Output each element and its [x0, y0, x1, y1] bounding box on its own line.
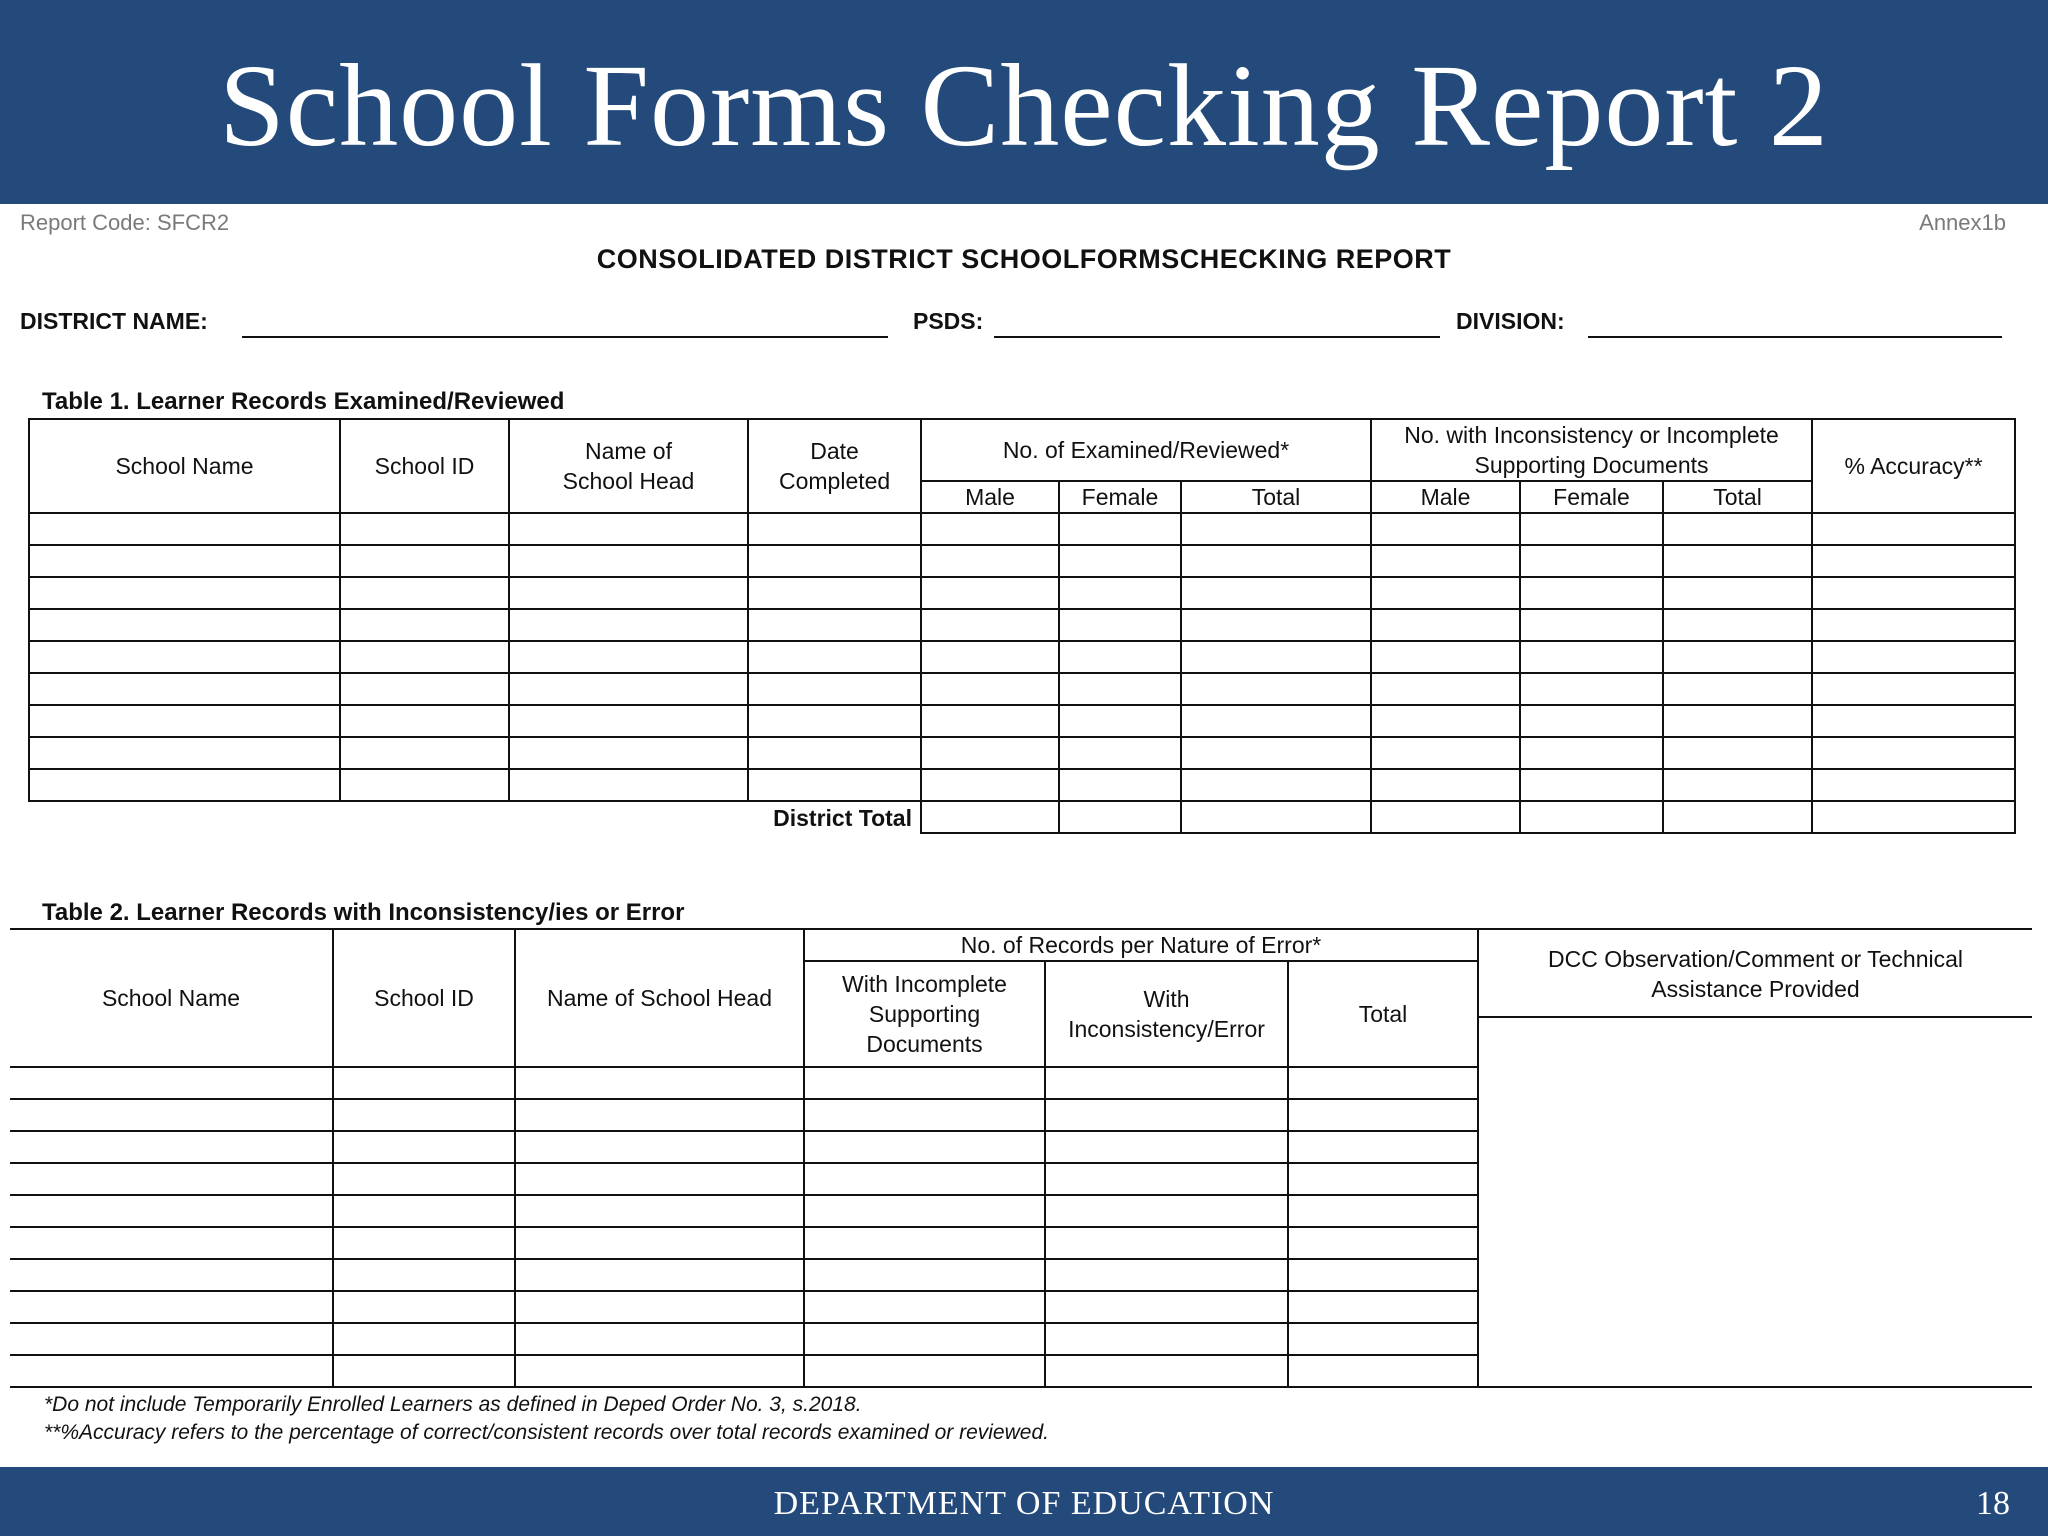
t1-header-male-2: Male — [1371, 481, 1520, 513]
table-row — [29, 673, 2015, 705]
t1-header-male: Male — [921, 481, 1059, 513]
t1-header-female: Female — [1059, 481, 1181, 513]
table2 — [10, 928, 2032, 1388]
t1-header-accuracy: % Accuracy** — [1812, 419, 2015, 513]
form-title: CONSOLIDATED DISTRICT SCHOOLFORMSCHECKING REPORT — [596, 244, 1452, 274]
table-row — [29, 609, 2015, 641]
t1-header-date-completed: Date Completed — [748, 419, 921, 513]
slide-footer — [0, 1467, 2048, 1536]
annex-label: Annex1b — [1919, 210, 2006, 235]
table-row — [10, 1067, 2032, 1099]
division-label: DIVISION: — [1456, 308, 1565, 334]
t1-header-school-name: School Name — [29, 419, 340, 513]
table-row — [29, 737, 2015, 769]
table1-caption: Table 1. Learner Records Examined/Reviewed — [42, 388, 565, 415]
division-line — [1588, 336, 2002, 338]
t1-header-school-id: School ID — [340, 419, 509, 513]
district-name-label: DISTRICT NAME: — [20, 308, 208, 334]
table-row — [29, 705, 2015, 737]
district-total-label: District Total — [773, 804, 912, 831]
t2-header-school-name: School Name — [10, 929, 333, 1067]
t2-dcc-underline — [1479, 1016, 2032, 1018]
t1-header-examined: No. of Examined/Reviewed* — [921, 419, 1371, 481]
t1-header-total-2: Total — [1663, 481, 1812, 513]
t2-header-nature-of-error: No. of Records per Nature of Error* — [804, 929, 1478, 961]
footnote-2: **%Accuracy refers to the percentage of correct/consistent records over total records examined or reviewed. — [44, 1421, 1049, 1444]
table1 — [28, 418, 2016, 834]
psds-label: PSDS: — [913, 308, 984, 334]
table-row — [29, 769, 2015, 801]
t1-header-female-2: Female — [1520, 481, 1663, 513]
t2-dcc-text: DCC Observation/Comment or Technical Assistance Provided — [1547, 946, 1963, 1002]
page-number: 18 — [1976, 1485, 2010, 1522]
slide-header — [0, 0, 2048, 204]
slide-title: School Forms Checking Report 2 — [219, 40, 1829, 171]
footnote-1: *Do not include Temporarily Enrolled Learners as defined in Deped Order No. 3, s.2018. — [44, 1393, 862, 1416]
footer-text: DEPARTMENT OF EDUCATION — [773, 1485, 1275, 1522]
t1-header-school-head: Name of School Head — [509, 419, 748, 513]
t2-header-incomplete-docs: With Incomplete Supporting Documents — [804, 961, 1045, 1067]
t2-header-total: Total — [1288, 961, 1478, 1067]
table-row — [29, 641, 2015, 673]
t1-header-inconsistency: No. with Inconsistency or Incomplete Supporting Documents — [1371, 419, 1812, 481]
district-name-line — [242, 336, 888, 338]
psds-line — [994, 336, 1440, 338]
t2-header-dcc — [1478, 929, 2032, 1067]
table-row — [29, 577, 2015, 609]
table2-caption: Table 2. Learner Records with Inconsistency/ies or Error — [42, 899, 685, 926]
table-row — [29, 513, 2015, 545]
table-row — [29, 545, 2015, 577]
t2-header-inconsistency-error: With Inconsistency/Error — [1045, 961, 1288, 1067]
report-code: Report Code: SFCR2 — [20, 210, 230, 235]
t1-header-total: Total — [1181, 481, 1371, 513]
dcc-area — [1478, 1067, 2032, 1387]
t2-header-school-head: Name of School Head — [515, 929, 804, 1067]
district-total-row — [29, 801, 2015, 833]
t2-header-school-id: School ID — [333, 929, 515, 1067]
